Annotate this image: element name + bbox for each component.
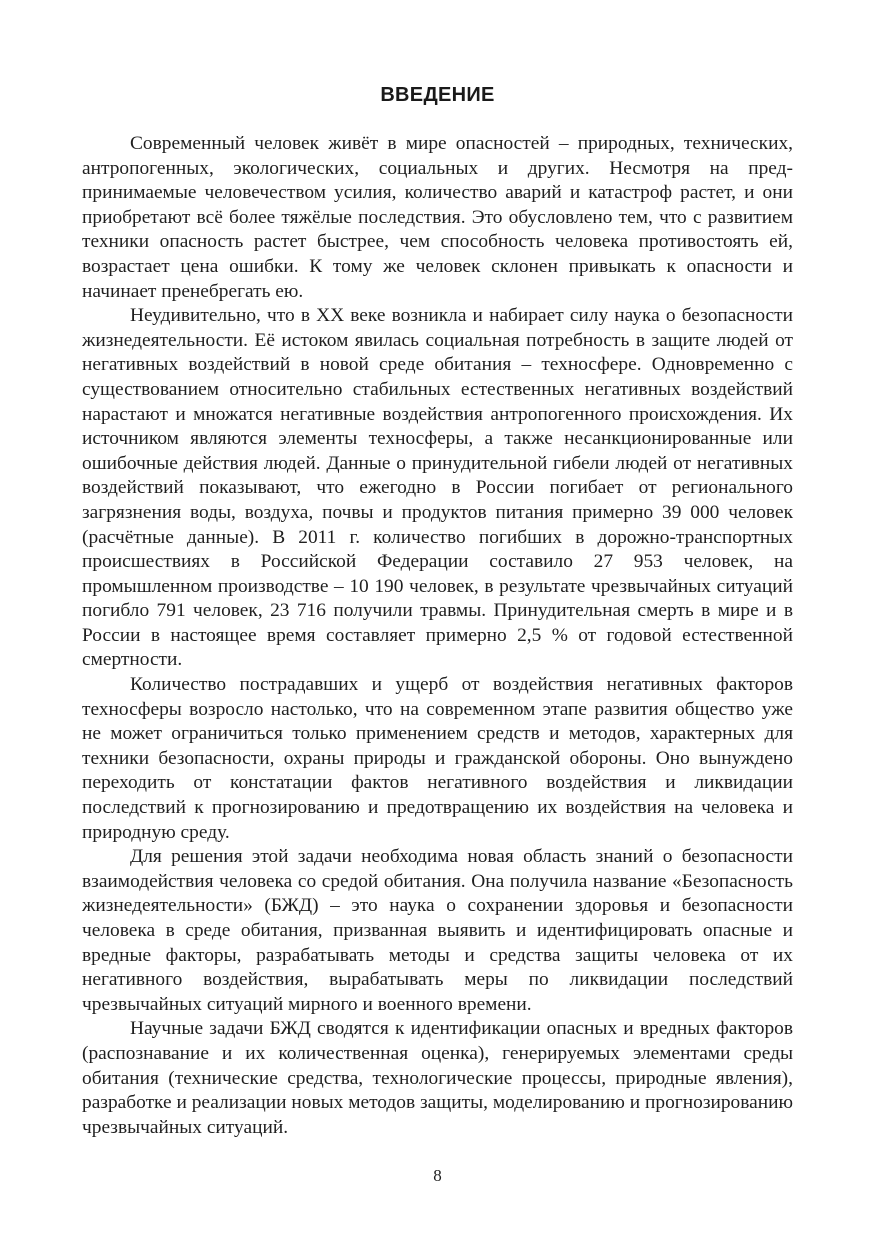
paragraph-2: Неудивительно, что в XX веке возникла и набирает силу наука о безопасности жизнедеятельности. Её истоком явилась социальная потребность в защите людей от негативных воздействий в новой среде обитания – техносфере. Одновременно с существованием относительно стабильных естественных негативных воздействий нарастают и множатся негативные воздействия антропогенного происхождения. Их источником являются элементы техносферы, а также несанкционированные или ошибочные действия людей. Данные о принудительной гибели людей от негативных воздействий показывают, что ежегодно в России погибает от регионального загрязнения воды, воздуха, почвы и продуктов питания примерно 39 000 человек (расчётные данные). В 2011 г. количество погибших в дорожно-транспортных происшествиях в Российской Федерации составило 27 953 человек, на промышленном производстве – 10 190 человек, в результате чрезвычайных ситуаций погибло 791 человек, 23 716 получили травмы. Принудительная смерть в мире и в России в настоящее время составляет примерно 2,5 % от годовой естественной смертности. [82,305,793,671]
paragraph-5: Научные задачи БЖД сводятся к идентификации опасных и вредных факторов (распознавание и их количественная оценка), генерируемых элементами среды обитания (технические средства, технологические процессы, природные явления), разработке и реализации новых методов защиты, моделированию и прогнозированию чрезвычайных ситуаций. [82,1018,793,1138]
body-text [82,132,793,1140]
page-number: 8 [433,1166,442,1185]
paragraph-1: Современный человек живёт в мире опасностей – природных, технических, антропогенных, экологических, социальных и других. Несмотря на предпринимаемые человечеством усилия, количество аварий и катастроф растет, и они приобретают всё более тяжёлые последствия. Это обусловлено тем, что с развитием техники опасность растет быстрее, чем способность человека противостоять ей, возрастает цена ошибки. К тому же человек склонен привыкать к опасности и начинает пренебрегать ею. [82,133,793,302]
paragraph-4: Для решения этой задачи необходима новая область знаний о безопасности взаимодействия человека со средой обитания. Она получила название «Безопасность жизнедеятельности» (БЖД) – это наука о сохранении здоровья и безопасности человека в среде обитания, призванная выявить и идентифицировать опасные и вредные факторы, разрабатывать методы и средства защиты человека от их негативного воздействия, вырабатывать меры по ликвидации последствий чрезвычайных ситуаций мирного и военного времени. [82,846,793,1015]
paragraph-3: Количество пострадавших и ущерб от воздействия негативных факторов техносферы возросло настолько, что на современном этапе развития общество уже не может ограничиться только применением средств и методов, характерных для техники безопасности, охраны природы и гражданской обороны. Оно вынуждено переходить от констатации фактов негативного воздействия и ликвидации последствий к прогнозированию и предотвращению их воздействия на человека и природную среду. [82,674,793,843]
chapter-heading: ВВЕДЕНИЕ [380,84,495,106]
